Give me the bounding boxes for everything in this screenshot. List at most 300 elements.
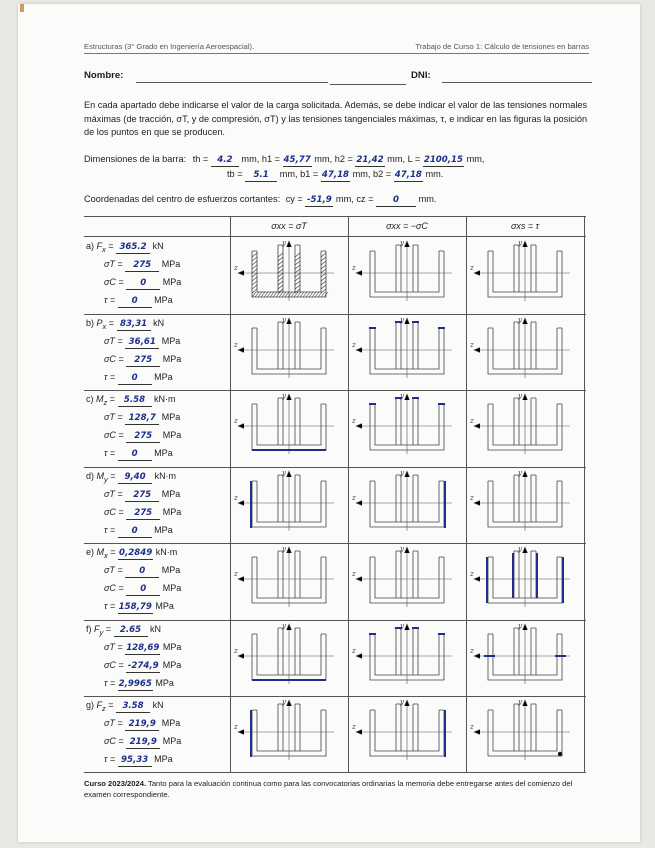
hatch-line	[295, 273, 300, 277]
y-axis-arrow	[405, 241, 410, 247]
b1-value[interactable]: 47,18	[321, 170, 350, 180]
y-axis-label: y	[518, 698, 522, 706]
col-header-tension: σxx = σT	[271, 221, 307, 231]
hatch-line	[252, 257, 257, 261]
load-value[interactable]: 83,31	[117, 319, 151, 331]
y-axis-arrow	[287, 394, 292, 400]
y-axis-arrow	[523, 241, 528, 247]
z-axis-arrow	[238, 577, 244, 582]
sigma-t-line	[104, 642, 181, 655]
section-figure-cell[interactable]	[466, 390, 584, 466]
max-shear-dot	[558, 752, 562, 756]
tau-value[interactable]: 0	[118, 296, 152, 308]
section-figure-cell[interactable]	[230, 620, 348, 696]
load-symbol: F	[96, 241, 103, 251]
load-subscript: z	[102, 703, 106, 713]
unit-mpa: MPa	[162, 277, 182, 287]
y-axis-arrow	[405, 624, 410, 630]
sigma-c-value[interactable]: 0	[126, 584, 160, 596]
footer-note	[84, 778, 592, 800]
dims-end-1: mm,	[466, 154, 485, 164]
section-figure-cell[interactable]	[348, 467, 466, 543]
hatch-line	[295, 285, 300, 289]
load-value[interactable]: 0,2849	[119, 548, 153, 558]
sigma-t-label: σT =	[104, 641, 123, 652]
tau-value[interactable]: 0	[118, 449, 152, 461]
load-value[interactable]: 365.2	[116, 242, 150, 254]
cross-section-figure	[348, 543, 466, 619]
sigma-t-value[interactable]: 0	[125, 566, 159, 578]
z-axis-label: z	[352, 340, 356, 349]
table-row	[84, 696, 586, 772]
z-axis-arrow	[238, 347, 244, 352]
unit-mpa: MPa	[161, 488, 181, 499]
unit-mpa: MPa	[154, 295, 173, 305]
hatch-line	[278, 277, 283, 281]
load-value[interactable]: 3.58	[116, 701, 150, 713]
section-figure-cell[interactable]	[230, 390, 348, 466]
tau-label: τ =	[104, 677, 116, 688]
cross-section-figure	[348, 467, 466, 543]
section-figure-cell[interactable]	[348, 696, 466, 772]
y-axis-label: y	[400, 392, 404, 400]
z-axis-arrow	[238, 653, 244, 658]
section-figure-cell[interactable]	[466, 696, 584, 772]
sigma-t-label: σT =	[104, 335, 123, 346]
sigma-c-line	[104, 354, 181, 367]
y-axis-label: y	[282, 468, 286, 477]
table-top-rule	[84, 216, 586, 217]
hatch-line	[252, 269, 257, 273]
tau-value[interactable]: 0	[118, 526, 152, 538]
y-axis-arrow	[405, 318, 410, 324]
load-symbol: M	[96, 470, 105, 481]
z-axis-arrow	[474, 271, 480, 276]
z-axis-arrow	[474, 424, 480, 429]
y-axis-label: y	[518, 392, 522, 400]
hatch-line	[278, 281, 283, 285]
y-axis-arrow	[287, 471, 292, 477]
y-axis-label: y	[400, 621, 404, 630]
hatch-line	[278, 257, 283, 261]
load-symbol: M	[96, 394, 104, 404]
shear-center-unit: mm.	[418, 194, 437, 204]
sigma-t-line	[104, 718, 180, 731]
load-line: f) $F_y = 2.65$ kN	[86, 623, 162, 637]
load-unit: kN·m	[154, 394, 176, 404]
hatch-line	[278, 261, 283, 265]
sigma-t-line	[104, 259, 180, 272]
hatch-line	[252, 261, 257, 265]
hatch-line	[252, 285, 257, 289]
hatch-line	[278, 265, 283, 269]
load-line: c) $M_z = 5.58$ kN·m	[86, 394, 176, 407]
z-axis-arrow	[238, 424, 244, 429]
z-axis-label: z	[352, 264, 356, 272]
y-axis-arrow	[405, 547, 410, 553]
th-value[interactable]: 4.2	[211, 155, 239, 167]
z-axis-label: z	[234, 417, 238, 425]
cross-section-figure	[230, 543, 348, 619]
sigma-c-label: σC =	[104, 736, 124, 746]
section-figure-cell[interactable]	[230, 237, 348, 313]
section-figure-cell[interactable]	[466, 620, 584, 696]
z-axis-arrow	[356, 730, 362, 735]
y-axis-label: y	[400, 468, 404, 477]
tb-symbol: tb =	[227, 169, 243, 179]
z-axis-label: z	[352, 570, 356, 578]
hatch-line	[321, 281, 326, 285]
z-axis-arrow	[474, 653, 480, 658]
table-row	[84, 390, 586, 466]
hatch-line	[295, 257, 300, 261]
hatch-line	[321, 289, 326, 293]
z-axis-label: z	[470, 493, 474, 502]
y-axis-arrow	[405, 394, 410, 400]
y-axis-label: y	[518, 239, 522, 247]
row-separator	[84, 543, 586, 544]
unit-mpa: MPa	[162, 641, 182, 652]
tau-label: τ =	[104, 524, 116, 535]
cross-section-figure	[466, 543, 584, 619]
hatch-line	[295, 277, 300, 281]
cross-section-figure	[230, 237, 348, 313]
sigma-c-line	[104, 736, 181, 749]
stress-point-marks	[558, 752, 562, 756]
y-axis-label: y	[400, 315, 404, 324]
y-axis-arrow	[523, 471, 528, 477]
sigma-t-value[interactable]: 128,69	[126, 642, 160, 653]
sigma-c-line	[104, 507, 181, 520]
tau-value[interactable]: 0	[118, 373, 152, 385]
load-line: e) $M_x = 0,2849$ kN·m	[86, 547, 178, 560]
section-figure-cell[interactable]	[348, 543, 466, 619]
y-axis-arrow	[523, 394, 528, 400]
y-axis-label: y	[518, 621, 522, 630]
y-axis-label: y	[282, 698, 286, 706]
y-axis-arrow	[287, 700, 292, 706]
load-unit: kN	[152, 700, 164, 710]
hatch-line	[321, 277, 326, 281]
y-axis-label: y	[518, 468, 522, 477]
tau-label: τ =	[104, 754, 116, 764]
b2-value[interactable]: 47,18	[394, 170, 422, 180]
instructions-paragraph: En cada apartado debe indicarse el valor de la carga solicitada. Además, se debe indicar el valor de las tensiones normales máximas (de tracción, σT, y de compresión, σT) y las tensiones tangenciales máximas, τ, e indicar en las figuras la posición de los puntos en que se producen.	[84, 100, 588, 138]
load-value[interactable]: 9,40	[118, 472, 152, 484]
cross-section-figure	[348, 314, 466, 390]
hatch-line	[321, 253, 326, 257]
y-axis-arrow	[287, 318, 292, 324]
tau-line	[104, 678, 174, 691]
row-separator	[84, 467, 586, 468]
row-letter: c)	[86, 394, 94, 404]
col-header-compression: σxx = −σC	[386, 221, 428, 231]
hatch-line	[321, 257, 326, 261]
unit-mpa: MPa	[161, 565, 181, 575]
L-symbol: mm, L =	[387, 154, 421, 164]
z-axis-arrow	[356, 271, 362, 276]
hatch-line	[252, 277, 257, 281]
sigma-c-label: σC =	[104, 277, 124, 287]
z-axis-arrow	[238, 271, 244, 276]
unit-mpa: MPa	[154, 524, 173, 535]
header-assignment: Trabajo de Curso 1: Cálculo de tensiones en barras	[415, 42, 589, 51]
row-letter: g)	[86, 700, 95, 710]
z-axis-label: z	[234, 264, 238, 272]
z-axis-label: z	[352, 723, 356, 731]
row-letter: e)	[86, 547, 95, 557]
load-value[interactable]: 5.58	[118, 395, 152, 407]
section-figure-cell[interactable]	[348, 620, 466, 696]
load-unit: kN	[150, 623, 162, 634]
section-figure-cell[interactable]	[348, 237, 466, 313]
sigma-t-label: σT =	[104, 488, 123, 499]
shear-center-label: Coordenadas del centro de esfuerzos cortantes:	[84, 194, 281, 204]
z-axis-label: z	[352, 493, 356, 502]
h1-symbol: mm, h1 =	[241, 154, 280, 164]
nombre-field-line-2[interactable]	[330, 84, 406, 85]
load-symbol: F	[94, 623, 100, 634]
shear-center-line	[84, 194, 436, 207]
load-line: a) $F_x = 365.2$ kN	[86, 241, 164, 254]
section-figure-cell[interactable]	[230, 696, 348, 772]
z-axis-label: z	[470, 340, 474, 349]
sigma-c-value[interactable]: 0	[126, 278, 160, 290]
z-axis-label: z	[470, 646, 474, 655]
cross-section-figure	[466, 620, 584, 696]
tb-value[interactable]: 5.1	[245, 170, 277, 182]
z-axis-arrow	[356, 500, 362, 505]
unit-mpa: MPa	[155, 677, 174, 688]
hatch-line	[252, 281, 257, 285]
b2-symbol: mm, b2 =	[352, 169, 392, 179]
sigma-t-value[interactable]: 219,9	[125, 719, 159, 731]
sigma-t-value[interactable]: 275	[125, 260, 159, 272]
cross-section-figure	[466, 467, 584, 543]
stress-table	[84, 216, 586, 773]
hatch-line	[252, 265, 257, 269]
load-line: d) $M_y = 9,40$ kN·m	[86, 470, 177, 484]
cross-section-figure	[348, 237, 466, 313]
tau-line	[104, 295, 173, 308]
hatch-line	[252, 273, 257, 277]
sigma-t-label: σT =	[104, 412, 123, 422]
load-subscript: y	[99, 627, 104, 637]
dni-label: DNI:	[411, 70, 431, 81]
y-axis-arrow	[523, 700, 528, 706]
sigma-c-line	[104, 430, 181, 443]
unit-mpa: MPa	[161, 335, 181, 346]
section-figure-cell[interactable]	[230, 314, 348, 390]
row-letter: f)	[86, 623, 92, 634]
table-row	[84, 237, 586, 313]
sigma-c-value[interactable]: 275	[126, 355, 160, 367]
load-unit: kN·m	[154, 470, 177, 481]
y-axis-arrow	[405, 471, 410, 477]
table-row	[84, 467, 586, 543]
hatch-line	[321, 265, 326, 269]
L-value[interactable]: 2100,15	[423, 155, 463, 165]
y-axis-label: y	[282, 315, 286, 324]
nombre-field-line-1[interactable]	[136, 82, 328, 83]
z-axis-arrow	[356, 424, 362, 429]
unit-mpa: MPa	[162, 506, 182, 517]
z-axis-arrow	[356, 577, 362, 582]
cross-section-figure	[230, 390, 348, 466]
tau-line	[104, 525, 173, 538]
tau-value[interactable]: 95,33	[118, 755, 152, 767]
cross-section-figure	[230, 467, 348, 543]
unit-mpa: MPa	[162, 659, 182, 670]
y-axis-label: y	[518, 545, 522, 553]
z-axis-arrow	[474, 730, 480, 735]
section-figure-cell[interactable]	[466, 237, 584, 313]
z-axis-label: z	[234, 493, 238, 502]
hatch-line	[252, 253, 257, 257]
z-axis-arrow	[238, 500, 244, 505]
y-axis-arrow	[287, 624, 292, 630]
section-figure-cell[interactable]	[230, 467, 348, 543]
cy-value[interactable]: -51,9	[306, 195, 332, 205]
sigma-c-value[interactable]: 275	[126, 431, 160, 443]
sigma-t-value[interactable]: 275	[125, 490, 159, 502]
cy-symbol: cy =	[285, 194, 303, 204]
tau-label: τ =	[104, 601, 116, 611]
section-figure-cell[interactable]	[466, 543, 584, 619]
table-row	[84, 620, 586, 696]
y-axis-arrow	[287, 547, 292, 553]
hatched-section	[252, 253, 328, 297]
z-axis-label: z	[470, 264, 474, 272]
row-separator	[84, 696, 586, 697]
sigma-c-label: σC =	[104, 659, 124, 670]
tau-label: τ =	[104, 448, 116, 458]
y-axis-label: y	[400, 698, 404, 706]
section-figure-cell[interactable]	[466, 314, 584, 390]
tau-value[interactable]: 158,79	[118, 602, 152, 612]
hatch-line	[321, 261, 326, 265]
load-unit: kN·m	[155, 547, 178, 557]
row-separator	[84, 314, 586, 315]
z-axis-label: z	[352, 646, 356, 655]
dni-field-line[interactable]	[442, 82, 592, 83]
cross-section-figure	[230, 314, 348, 390]
h2-symbol: mm, h2 =	[314, 154, 353, 164]
unit-mpa: MPa	[162, 736, 182, 746]
cz-symbol: mm, cz =	[335, 194, 374, 204]
hatch-line	[295, 269, 300, 273]
table-row	[84, 314, 586, 390]
dimensions-line-2	[227, 169, 443, 182]
hatch-line	[252, 289, 257, 293]
cross-section-figure	[348, 696, 466, 772]
z-axis-arrow	[474, 500, 480, 505]
dimensions-line-1	[84, 154, 484, 167]
row-separator	[84, 390, 586, 391]
y-axis-arrow	[523, 318, 528, 324]
load-subscript: x	[104, 550, 108, 560]
z-axis-label: z	[234, 570, 238, 578]
cross-section-figure	[466, 390, 584, 466]
sigma-t-value[interactable]: 36,61	[125, 337, 159, 349]
y-axis-label: y	[282, 392, 286, 400]
cross-section-figure	[466, 314, 584, 390]
exam-sheet	[18, 4, 640, 842]
z-axis-label: z	[352, 417, 356, 425]
z-axis-label: z	[234, 340, 238, 349]
row-letter: b)	[86, 317, 95, 328]
load-subscript: y	[104, 474, 108, 484]
z-axis-label: z	[470, 570, 474, 578]
z-axis-arrow	[474, 347, 480, 352]
unit-mpa: MPa	[154, 448, 173, 458]
z-axis-arrow	[356, 653, 362, 658]
y-axis-label: y	[282, 239, 286, 247]
cz-value[interactable]: 0	[376, 195, 416, 207]
cross-section-figure	[466, 696, 584, 772]
hatch-line	[321, 269, 326, 273]
load-subscript: z	[103, 397, 108, 407]
z-axis-label: z	[470, 723, 474, 731]
z-axis-arrow	[356, 347, 362, 352]
load-unit: kN	[153, 317, 165, 328]
load-unit: kN	[152, 241, 164, 251]
section-figure-cell[interactable]	[348, 314, 466, 390]
tau-line	[104, 448, 173, 461]
unit-mpa: MPa	[154, 754, 173, 764]
tau-label: τ =	[104, 295, 116, 305]
tau-line	[104, 754, 173, 767]
h2-value[interactable]: 21,42	[356, 155, 384, 165]
sigma-c-value[interactable]: 275	[126, 508, 160, 520]
z-axis-label: z	[234, 723, 238, 731]
cross-section-figure	[466, 237, 584, 313]
sigma-c-value[interactable]: -274,9	[127, 660, 159, 671]
row-separator	[84, 620, 586, 621]
tau-value[interactable]: 2,9965	[118, 678, 152, 689]
sigma-c-value[interactable]: 219,9	[126, 737, 160, 749]
hatch-line	[321, 285, 326, 289]
unit-mpa: MPa	[162, 353, 182, 364]
section-figure-cell[interactable]	[230, 543, 348, 619]
section-figure-cell[interactable]	[466, 467, 584, 543]
y-axis-label: y	[400, 239, 404, 247]
footer-text: Tanto para la evaluación continua como para las convocatorias ordinarias la memoria debe entregarse antes del comienzo del examen correspondiente.	[84, 779, 573, 799]
sigma-t-line	[104, 489, 180, 502]
section-figure-cell[interactable]	[348, 390, 466, 466]
z-axis-label: z	[234, 646, 238, 655]
sigma-t-label: σT =	[104, 718, 123, 728]
sigma-t-label: σT =	[104, 259, 123, 269]
row-letter: a)	[86, 241, 95, 251]
y-axis-arrow	[523, 547, 528, 553]
y-axis-arrow	[287, 241, 292, 247]
sigma-t-line	[104, 565, 180, 578]
header-course: Estructuras (3° Grado en Ingeniería Aeroespacial).	[84, 42, 255, 51]
h1-value[interactable]: 45,77	[283, 155, 311, 165]
load-symbol: F	[96, 700, 103, 710]
cross-section-figure	[230, 620, 348, 696]
table-row	[84, 543, 586, 619]
col-header-shear: σxs = τ	[510, 221, 540, 231]
z-axis-label: z	[470, 417, 474, 425]
load-value[interactable]: 2.65	[114, 625, 148, 637]
sigma-c-label: σC =	[104, 583, 124, 593]
footer-course: Curso 2023/2024.	[84, 779, 147, 788]
hatch-line	[295, 253, 300, 257]
hatch-line	[278, 253, 283, 257]
sigma-t-value[interactable]: 128,7	[125, 413, 159, 425]
